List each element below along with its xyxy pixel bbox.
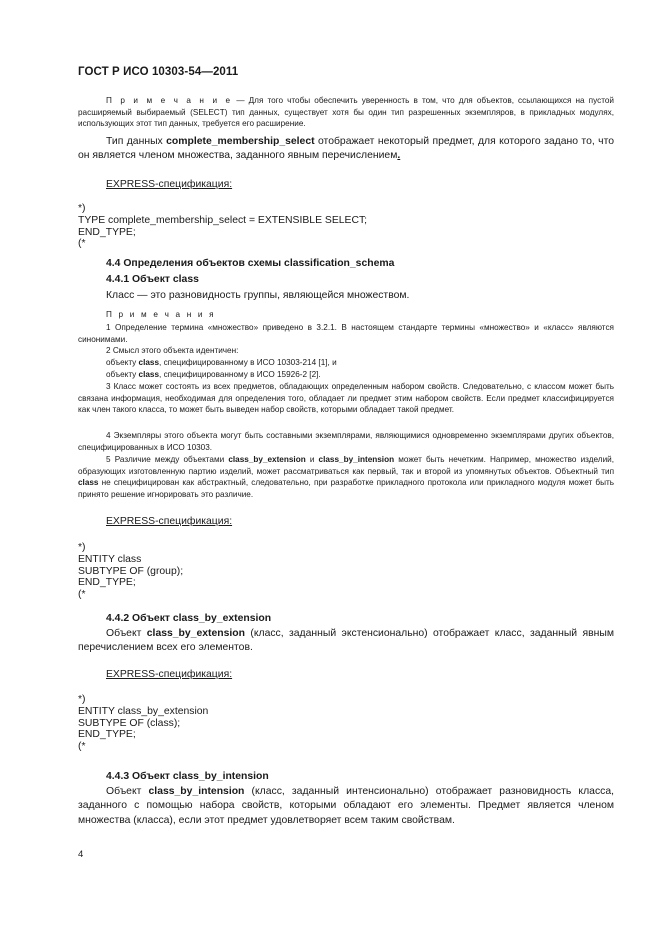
text-run: может быть нечетким. Например, множество изделий, образующих изготовленную партию изделий, может рассматриваться как первый, так и второй из упомянутых объектов. Объектный тип — [78, 455, 614, 476]
term-bold: class_by_extension — [146, 628, 245, 639]
code-block-2 — [78, 542, 614, 601]
text-run: не специфицирован как абстрактный, следовательно, при разработке прикладного протокола или прикладного модуля может быть принято решение игнорировать это различие. — [78, 478, 614, 499]
code-line: (* — [78, 238, 86, 250]
term-bold: complete_membership_select — [166, 136, 315, 147]
text-run: объекту — [106, 370, 139, 379]
note-2-line-2 — [106, 369, 321, 381]
code-line: TYPE complete_membership_select = EXTENSIBLE SELECT; — [78, 214, 368, 226]
code-line: END_TYPE; — [78, 226, 136, 238]
note-1: 1 Определение термина «множество» приведено в 3.2.1. В настоящем стандарте термины «множество» и «класс» являются синонимами. — [78, 323, 614, 344]
code-line: (* — [78, 589, 86, 601]
term-bold: class_by_extension — [228, 455, 306, 464]
section-heading-4-4-2: 4.4.2 Объект class_by_extension — [106, 613, 272, 624]
text-run: Объект — [106, 628, 147, 639]
text-run: (класс, заданный интенсионально) отображает разновидность класса, заданного с помощью набора свойств, которыми обладают его элементы. Предмет является членом множества (класса), если этот предмет удовлетворяет всем таким свойствам. — [78, 786, 614, 826]
code-line: ENTITY class — [78, 553, 142, 565]
note-5 — [78, 454, 614, 500]
note-top — [78, 95, 614, 130]
code-line: SUBTYPE OF (group); — [78, 565, 184, 577]
section-heading-4-4-1: 4.4.1 Объект class — [106, 274, 199, 285]
term-bold: class — [78, 478, 99, 488]
code-line: END_TYPE; — [78, 577, 136, 589]
paragraph-complete-membership-select — [78, 135, 614, 164]
term-bold: class_by_intension — [318, 455, 395, 464]
code-line: *) — [78, 203, 86, 214]
code-line: END_TYPE; — [78, 729, 136, 741]
code-line: *) — [78, 542, 86, 553]
notes-label: П р и м е ч а н и я — [106, 310, 216, 319]
code-block-1 — [78, 203, 614, 250]
text-run: 5 Различие между объектами — [106, 455, 229, 464]
express-spec-label: EXPRESS-спецификация: — [106, 179, 233, 190]
section-heading-4-4-3: 4.4.3 Объект class_by_intension — [106, 771, 269, 782]
note-2-line-1 — [106, 357, 337, 369]
code-line: *) — [78, 694, 86, 705]
term-bold: class — [138, 370, 160, 379]
page-number: 4 — [78, 849, 84, 860]
code-block-3 — [78, 694, 614, 753]
paragraph-class-by-extension — [78, 627, 614, 656]
text-run: , специфицированному в ИСО 10303-214 [1], и — [159, 358, 337, 367]
text-run: объекту — [106, 358, 139, 367]
text-run: Объект — [106, 786, 149, 797]
note-2-intro: 2 Смысл этого объекта идентичен: — [106, 346, 239, 355]
code-line: (* — [78, 741, 86, 753]
text-run: . — [397, 150, 401, 162]
section-heading-4-4: 4.4 Определения объектов схемы classification_schema — [106, 258, 395, 269]
note-text: — Для того чтобы обеспечить уверенность в том, что для объектов, ссылающихся на пустой расширяемый выбираемый (SELECT) тип данных, существует хотя бы один тип разрешенных экземпляров, в прикладных модулях, использующих этот тип данных, требуется его расширение. — [78, 96, 614, 129]
term-bold: class — [138, 358, 160, 367]
paragraph-class-by-intension — [78, 785, 614, 828]
document-header: ГОСТ Р ИСО 10303-54—2011 — [78, 66, 239, 78]
text-run: (класс, заданный экстенсионально) отображает класс, заданный явным перечислением всех его элементов. — [78, 628, 614, 654]
text-run: , специфицированному в ИСО 15926-2 [2]. — [159, 370, 321, 379]
paragraph-class: Класс — это разновидность группы, являющейся множеством. — [106, 290, 410, 301]
text-run: отображает некоторый предмет, для которого задано то, что он является членом множества, заданного явным перечислением — [78, 136, 614, 162]
code-line: SUBTYPE OF (class); — [78, 717, 181, 729]
express-spec-label: EXPRESS-спецификация: — [106, 516, 233, 527]
term-bold: class_by_intension — [148, 786, 245, 797]
note-4: 4 Экземпляры этого объекта могут быть составными экземплярами, являющимися одновременно экземплярами других объектов, специфицированных в ИСО 10303. — [78, 431, 614, 452]
code-line: ENTITY class_by_extension — [78, 705, 209, 717]
note-label: П р и м е ч а н и е — [106, 96, 233, 105]
note-3: 3 Класс может состоять из всех предметов, обладающих определенным набором свойств. Следовательно, с классом может быть связана информация, необходимая для определения того, обладает ли предмет этим набором свойств. Если предмет классифицируется как член такого класса, то может быть выведен набор свойств, которыми обладает такой предмет. — [78, 382, 614, 415]
text-run: и — [305, 455, 319, 464]
text-run: Тип данных — [106, 136, 167, 147]
express-spec-label: EXPRESS-спецификация: — [106, 669, 233, 680]
